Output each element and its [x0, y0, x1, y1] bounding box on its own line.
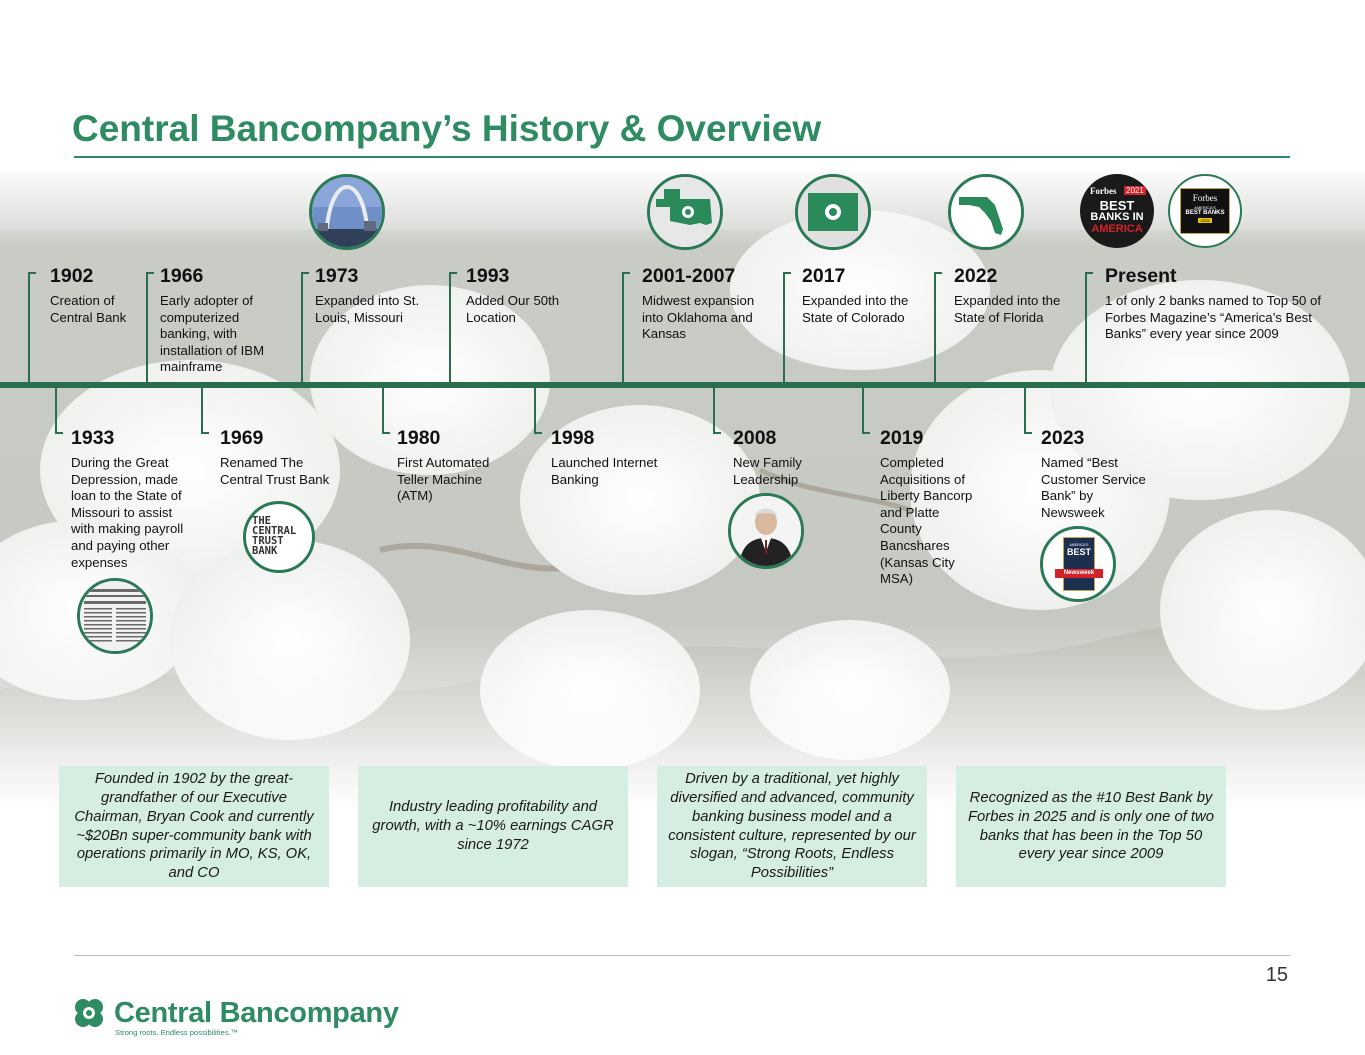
timeline-event-2019	[880, 427, 980, 588]
trust-logo-line1: THE	[252, 515, 271, 527]
oklahoma-map-icon	[647, 174, 723, 250]
newsweek-badge-title: BEST	[1066, 547, 1091, 557]
top-connector-2017	[783, 272, 785, 384]
forbes-dark-brand: Forbes	[1192, 193, 1218, 203]
top-connector-1966	[146, 272, 148, 384]
event-description: Expanded into the State of Colorado	[802, 293, 909, 325]
bottom-connector-1933-cap	[55, 432, 63, 434]
florida-map-icon	[948, 174, 1024, 250]
event-year: 2017	[802, 265, 846, 287]
event-year: 1973	[315, 265, 359, 287]
top-connector-1902	[28, 272, 30, 384]
bottom-connector-2008	[713, 386, 715, 434]
bottom-connector-1998	[534, 386, 536, 434]
timeline-event-2017	[802, 265, 912, 326]
highlight-box-business-model: Driven by a traditional, yet highly diversified and advanced, community banking business model and a consistent culture, represented by our slogan, “Strong Roots, Endless Possibilities”	[657, 766, 927, 887]
title-divider	[74, 156, 1290, 158]
event-description: Midwest expansion into Oklahoma and Kansas	[642, 293, 755, 342]
timeline-event-1973	[315, 265, 420, 326]
top-connector-1993	[449, 272, 451, 384]
event-year: 2008	[733, 427, 777, 449]
forbes-badge-line2: BANKS IN	[1090, 211, 1144, 223]
timeline-event-1966	[160, 265, 272, 376]
event-year: 2022	[954, 265, 998, 287]
footer-divider	[74, 955, 1290, 956]
event-year: 1902	[50, 265, 94, 287]
newsweek-badge-ribbon: Newsweek	[1055, 569, 1103, 578]
bottom-connector-1998-cap	[534, 432, 542, 434]
event-description: Launched Internet Banking	[551, 455, 658, 487]
event-description: Expanded into the State of Florida	[954, 293, 1061, 325]
timeline-event-1969	[220, 427, 345, 488]
timeline-event-2008	[733, 427, 838, 488]
top-connector-2001-cap	[622, 272, 630, 274]
event-year: 1993	[466, 265, 510, 287]
bottom-connector-2019	[862, 386, 864, 434]
page-title: Central Bancompany’s History & Overview	[72, 108, 822, 149]
top-connector-1966-cap	[146, 272, 154, 274]
forbes-badge-year: 2021	[1126, 186, 1144, 195]
timeline-event-2022	[954, 265, 1064, 326]
event-description: Renamed The Central Trust Bank	[220, 455, 330, 487]
top-connector-2001	[622, 272, 624, 384]
event-year: 2019	[880, 427, 924, 449]
forbes-badge-line1: BEST	[1099, 198, 1135, 213]
event-year: 1998	[551, 427, 595, 449]
event-year: 2001-2007	[642, 265, 736, 287]
forbes-dark-subtitle: AMERICA'S	[1194, 205, 1216, 210]
bottom-connector-1969-cap	[201, 432, 209, 434]
timeline-event-1993	[466, 265, 586, 326]
timeline-event-1933	[71, 427, 196, 571]
bottom-connector-2023-cap	[1024, 432, 1032, 434]
clover-logo-icon	[73, 997, 105, 1029]
timeline-event-1902	[50, 265, 142, 326]
event-description: Early adopter of computerized banking, with installation of IBM mainframe	[160, 293, 265, 375]
top-connector-1902-cap	[28, 272, 36, 274]
event-year: 1980	[397, 427, 441, 449]
event-description: Creation of Central Bank	[50, 293, 127, 325]
top-connector-2022-cap	[934, 272, 942, 274]
highlight-box-founding: Founded in 1902 by the great-grandfather of our Executive Chairman, Bryan Cook and currently ~$20Bn super-community bank with operations primarily in MO, KS, OK, and CO	[59, 766, 329, 887]
bottom-connector-1980-cap	[382, 432, 390, 434]
event-description: Completed Acquisitions of Liberty Bancorp and Platte County Bancshares (Kansas City MSA)	[880, 455, 973, 587]
forbes-americas-best-banks-badge	[1168, 174, 1242, 248]
newspaper-clipping-image	[77, 578, 153, 654]
gateway-arch-image	[309, 174, 385, 250]
event-year: 2023	[1041, 427, 1085, 449]
central-trust-bank-logo	[243, 501, 315, 573]
event-year: 1933	[71, 427, 115, 449]
top-connector-1973-cap	[301, 272, 309, 274]
event-description: New Family Leadership	[733, 455, 802, 487]
top-connector-present	[1085, 272, 1087, 384]
forbes-badge-brand: Forbes	[1090, 186, 1117, 196]
top-connector-2022	[934, 272, 936, 384]
event-description: Added Our 50th Location	[466, 293, 560, 325]
trust-logo-line2: CENTRAL	[252, 525, 297, 537]
bottom-connector-1969	[201, 386, 203, 434]
event-description: First Automated Teller Machine (ATM)	[397, 455, 490, 504]
company-logo-name: Central Bancompany	[114, 997, 399, 1029]
top-connector-1993-cap	[449, 272, 457, 274]
newsweek-award-badge	[1040, 526, 1116, 602]
forbes-best-banks-badge	[1080, 174, 1154, 248]
bottom-connector-1980	[382, 386, 384, 434]
event-description: Expanded into St. Louis, Missouri	[315, 293, 420, 325]
timeline-event-present	[1105, 265, 1331, 343]
forbes-dark-title: BEST BANKS	[1185, 210, 1225, 216]
company-logo-tagline: Strong roots. Endless possibilities.™	[115, 1028, 239, 1037]
top-connector-present-cap	[1085, 272, 1093, 274]
event-year: Present	[1105, 265, 1177, 287]
page-number: 15	[1265, 964, 1288, 986]
timeline-event-2023	[1041, 427, 1146, 521]
timeline-axis	[0, 382, 1365, 388]
timeline-event-1980	[397, 427, 502, 505]
forbes-dark-year: 2025	[1198, 218, 1212, 223]
event-year: 1966	[160, 265, 204, 287]
forbes-badge-line3: AMERICA	[1091, 223, 1143, 235]
top-connector-1973	[301, 272, 303, 384]
highlight-box-profitability: Industry leading profitability and growth, with a ~10% earnings CAGR since 1972	[358, 766, 628, 887]
trust-logo-line4: BANK	[252, 545, 278, 557]
timeline-event-1998	[551, 427, 671, 488]
colorado-map-icon	[795, 174, 871, 250]
timeline-event-2001-2007	[642, 265, 760, 343]
highlight-box-recognition: Recognized as the #10 Best Bank by Forbes in 2025 and is only one of two banks that has been in the Top 50 every year since 2009	[956, 766, 1226, 887]
bottom-connector-2019-cap	[862, 432, 870, 434]
event-description: Named “Best Customer Service Bank” by Newsweek	[1041, 455, 1146, 520]
bottom-connector-2023	[1024, 386, 1026, 434]
event-year: 1969	[220, 427, 264, 449]
event-description: During the Great Depression, made loan to the State of Missouri to assist with making payroll and paying other expenses	[71, 455, 184, 570]
bottom-connector-1933	[55, 386, 57, 434]
leadership-portrait-image	[728, 493, 804, 569]
top-connector-2017-cap	[783, 272, 791, 274]
trust-logo-line3: TRUST	[252, 535, 284, 547]
bottom-connector-2008-cap	[713, 432, 721, 434]
event-description: 1 of only 2 banks named to Top 50 of Forbes Magazine’s “America’s Best Banks” every year since 2009	[1105, 293, 1322, 342]
newsweek-badge-subtitle: AMERICA'S	[1069, 543, 1089, 547]
